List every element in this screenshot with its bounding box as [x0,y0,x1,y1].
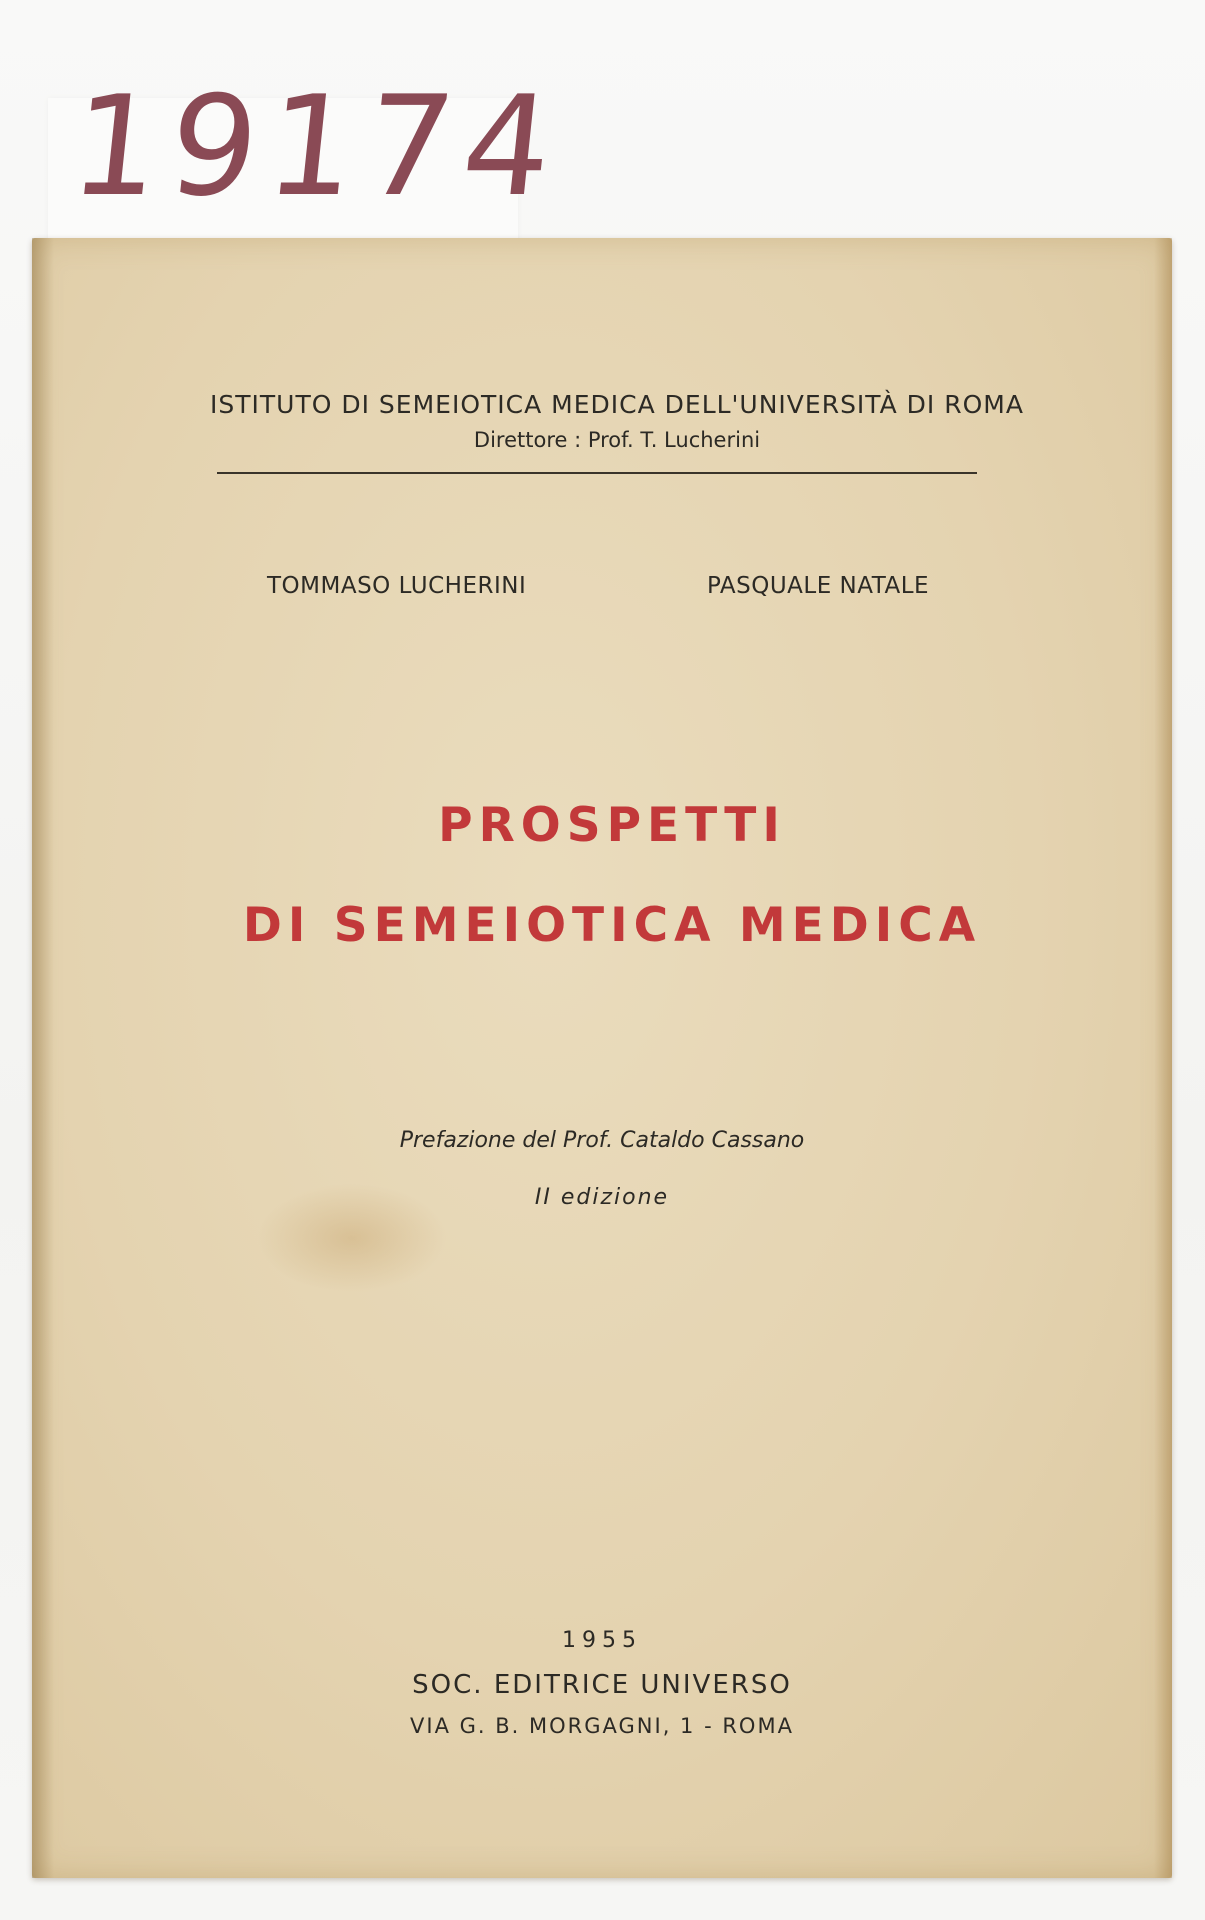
handwritten-inventory-number: 19174 [63,66,570,227]
header-divider [217,472,977,474]
preface-credit: Prefazione del Prof. Cataldo Cassano [399,1128,805,1153]
edition-label: II edizione [534,1185,670,1210]
book-cover [32,238,1172,1878]
book-title-line-2: DI SEMEIOTICA MEDICA [242,898,982,953]
author-name: PASQUALE NATALE [707,573,930,599]
publisher-address: VIA G. B. MORGAGNI, 1 - ROMA [410,1714,794,1738]
book-title-line-1: PROSPETTI [438,798,786,853]
publication-year: 1955 [562,1628,642,1653]
institute-heading: ISTITUTO DI SEMEIOTICA MEDICA DELL'UNIVERSITÀ DI ROMA [210,390,1024,419]
publisher-name: SOC. EDITRICE UNIVERSO [412,1670,792,1700]
author-name: TOMMASO LUCHERINI [267,573,527,599]
director-line: Direttore : Prof. T. Lucherini [473,428,761,452]
